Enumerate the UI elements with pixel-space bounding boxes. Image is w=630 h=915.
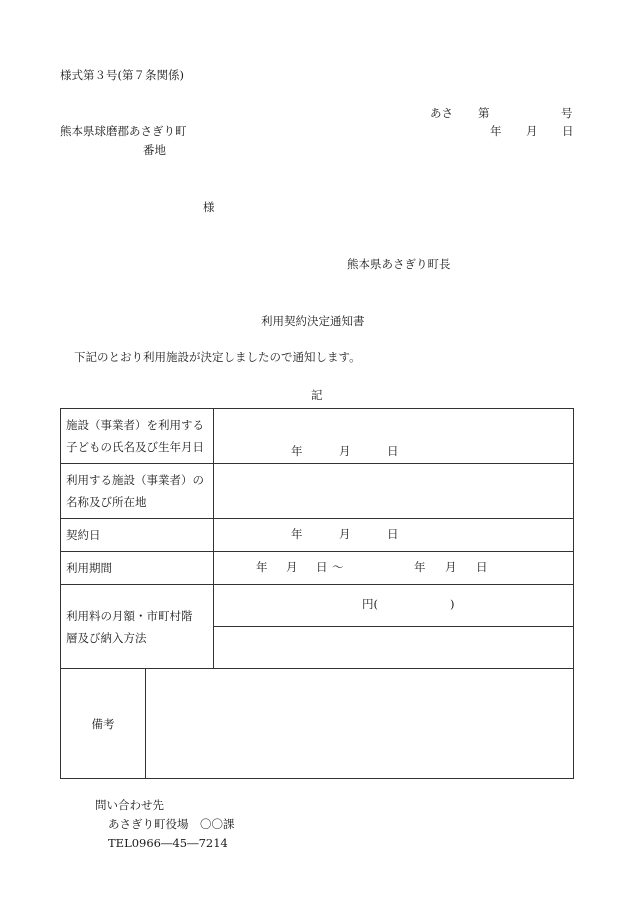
table-row-contract-date [61, 519, 574, 552]
dob-year: 年 [291, 444, 303, 458]
table-row-facility [61, 464, 574, 519]
doc-number-dai: 第 [478, 106, 490, 120]
recipient-honorific: 様 [203, 200, 215, 214]
value-period[interactable] [214, 552, 574, 585]
date-year: 年 [490, 124, 502, 138]
address-line-2: 番地 [143, 143, 166, 157]
contact-tel: TEL0966―45―7214 [108, 836, 228, 850]
ki-label: 記 [311, 388, 323, 402]
value-fee-method[interactable] [214, 627, 574, 669]
label-line: 利用する施設（事業者）の [66, 473, 204, 487]
value-facility[interactable] [214, 464, 574, 519]
issuer-name: 熊本県あさぎり町長 [347, 257, 451, 271]
label-line: 施設（事業者）を利用する [66, 418, 204, 432]
intro-text: 下記のとおり利用施設が決定しましたので通知します。 [74, 350, 361, 364]
label-line: 利用料の月額・市町村階 [66, 608, 193, 623]
contract-year: 年 [291, 527, 303, 541]
period-start-day: 日 [316, 560, 328, 574]
label-period: 利用期間 [61, 552, 214, 585]
label-line: 名称及び所在地 [66, 495, 147, 509]
fee-paren-close: ) [450, 597, 455, 611]
value-fee-amount[interactable] [214, 585, 574, 627]
period-start-year: 年 [256, 560, 268, 574]
period-end-month: 月 [445, 560, 457, 574]
value-remarks[interactable] [146, 669, 574, 779]
label-line: 子どもの氏名及び生年月日 [66, 440, 204, 454]
value-contract-date[interactable] [214, 519, 574, 552]
table-row-period [61, 552, 574, 585]
doc-number-go: 号 [561, 106, 573, 120]
form-table [60, 408, 574, 779]
dob-month: 月 [339, 444, 351, 458]
contact-heading: 問い合わせ先 [95, 798, 164, 812]
label-contract-date: 契約日 [61, 519, 214, 552]
period-end-year: 年 [414, 560, 426, 574]
date-day: 日 [562, 124, 574, 138]
contract-day: 日 [387, 527, 399, 541]
address-line-1: 熊本県球磨郡あさぎり町 [60, 124, 187, 138]
period-start-month: 月 [286, 560, 298, 574]
value-child-name-dob[interactable] [214, 409, 574, 464]
label-facility [61, 464, 214, 519]
dob-day: 日 [387, 444, 399, 458]
contract-month: 月 [339, 527, 351, 541]
label-child-name-dob [61, 409, 214, 464]
table-row-fee [61, 585, 574, 627]
fee-yen: 円( [362, 597, 378, 611]
label-remarks: 備考 [61, 669, 146, 779]
label-line: 層及び納入方法 [66, 630, 147, 645]
table-row-child [61, 409, 574, 464]
document-title: 利用契約決定通知書 [261, 314, 365, 328]
form-number: 様式第３号(第７条関係) [60, 68, 184, 82]
contact-office: あさぎり町役場 〇〇課 [108, 817, 235, 831]
label-fee [61, 585, 214, 669]
date-month: 月 [526, 124, 538, 138]
doc-number-prefix: あさ [430, 106, 453, 120]
period-end-day: 日 [476, 560, 488, 574]
table-row-remarks [61, 669, 574, 779]
period-tilde: ～ [332, 560, 344, 574]
